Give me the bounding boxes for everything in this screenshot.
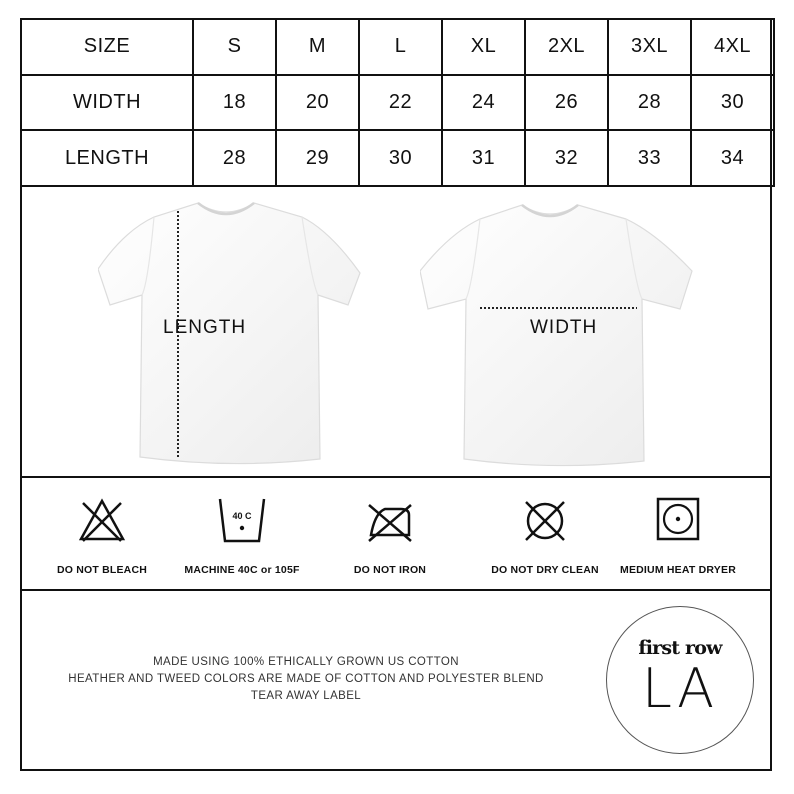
size-chart-table (20, 18, 775, 187)
table-cell: 29 (276, 130, 359, 186)
care-machine-wash (167, 495, 317, 585)
table-cell: 32 (525, 130, 608, 186)
table-cell: 24 (442, 75, 525, 131)
care-label: MACHINE 40C or 105F (184, 564, 300, 576)
info-line: TEAR AWAY LABEL (250, 690, 362, 702)
table-cell: L (359, 19, 442, 75)
table-cell: 28 (193, 130, 276, 186)
table-cell: 2XL (525, 19, 608, 75)
row-label-width: WIDTH (21, 75, 193, 131)
table-cell: 4XL (691, 19, 774, 75)
table-cell: 22 (359, 75, 442, 131)
care-label: DO NOT DRY CLEAN (491, 564, 599, 576)
size-row (21, 19, 774, 75)
care-label: DO NOT BLEACH (56, 564, 148, 576)
shirt-measure-panel (20, 187, 772, 476)
do-not-bleach-icon (77, 495, 127, 545)
table-cell: 30 (359, 130, 442, 186)
info-line: MADE USING 100% ETHICALLY GROWN US COTTON (153, 656, 459, 668)
table-cell: 3XL (608, 19, 691, 75)
length-row (21, 130, 774, 186)
care-do-not-bleach (27, 495, 177, 585)
table-cell: 31 (442, 130, 525, 186)
table-cell: 18 (193, 75, 276, 131)
section-divider (20, 589, 772, 591)
section-divider (20, 476, 772, 478)
do-not-iron-icon (365, 495, 415, 545)
length-label: LENGTH (163, 317, 247, 338)
brand-logo (606, 606, 754, 754)
table-cell: 34 (691, 130, 774, 186)
table-cell: 30 (691, 75, 774, 131)
logo-wordmark: first row (638, 637, 722, 659)
wash-temp-text: 40 C (232, 511, 252, 521)
care-label: DO NOT IRON (353, 564, 427, 576)
table-cell: 20 (276, 75, 359, 131)
width-row (21, 75, 774, 131)
tumble-dry-medium-icon (653, 495, 703, 545)
care-do-not-iron (315, 495, 465, 585)
do-not-dry-clean-icon (520, 495, 570, 545)
table-cell: 26 (525, 75, 608, 131)
width-label: WIDTH (530, 317, 598, 338)
table-cell: 28 (608, 75, 691, 131)
care-do-not-dry-clean (470, 495, 620, 585)
care-label: MEDIUM HEAT DRYER (620, 564, 736, 576)
logo-monogram: LA (641, 657, 719, 720)
table-cell: S (193, 19, 276, 75)
row-label-size: SIZE (21, 19, 193, 75)
product-info-text (40, 654, 572, 705)
table-cell: XL (442, 19, 525, 75)
care-medium-heat-dryer (603, 495, 753, 585)
info-line: HEATHER AND TWEED COLORS ARE MADE OF COTTON AND POLYESTER BLEND (68, 673, 544, 685)
row-label-length: LENGTH (21, 130, 193, 186)
table-cell: 33 (608, 130, 691, 186)
table-cell: M (276, 19, 359, 75)
